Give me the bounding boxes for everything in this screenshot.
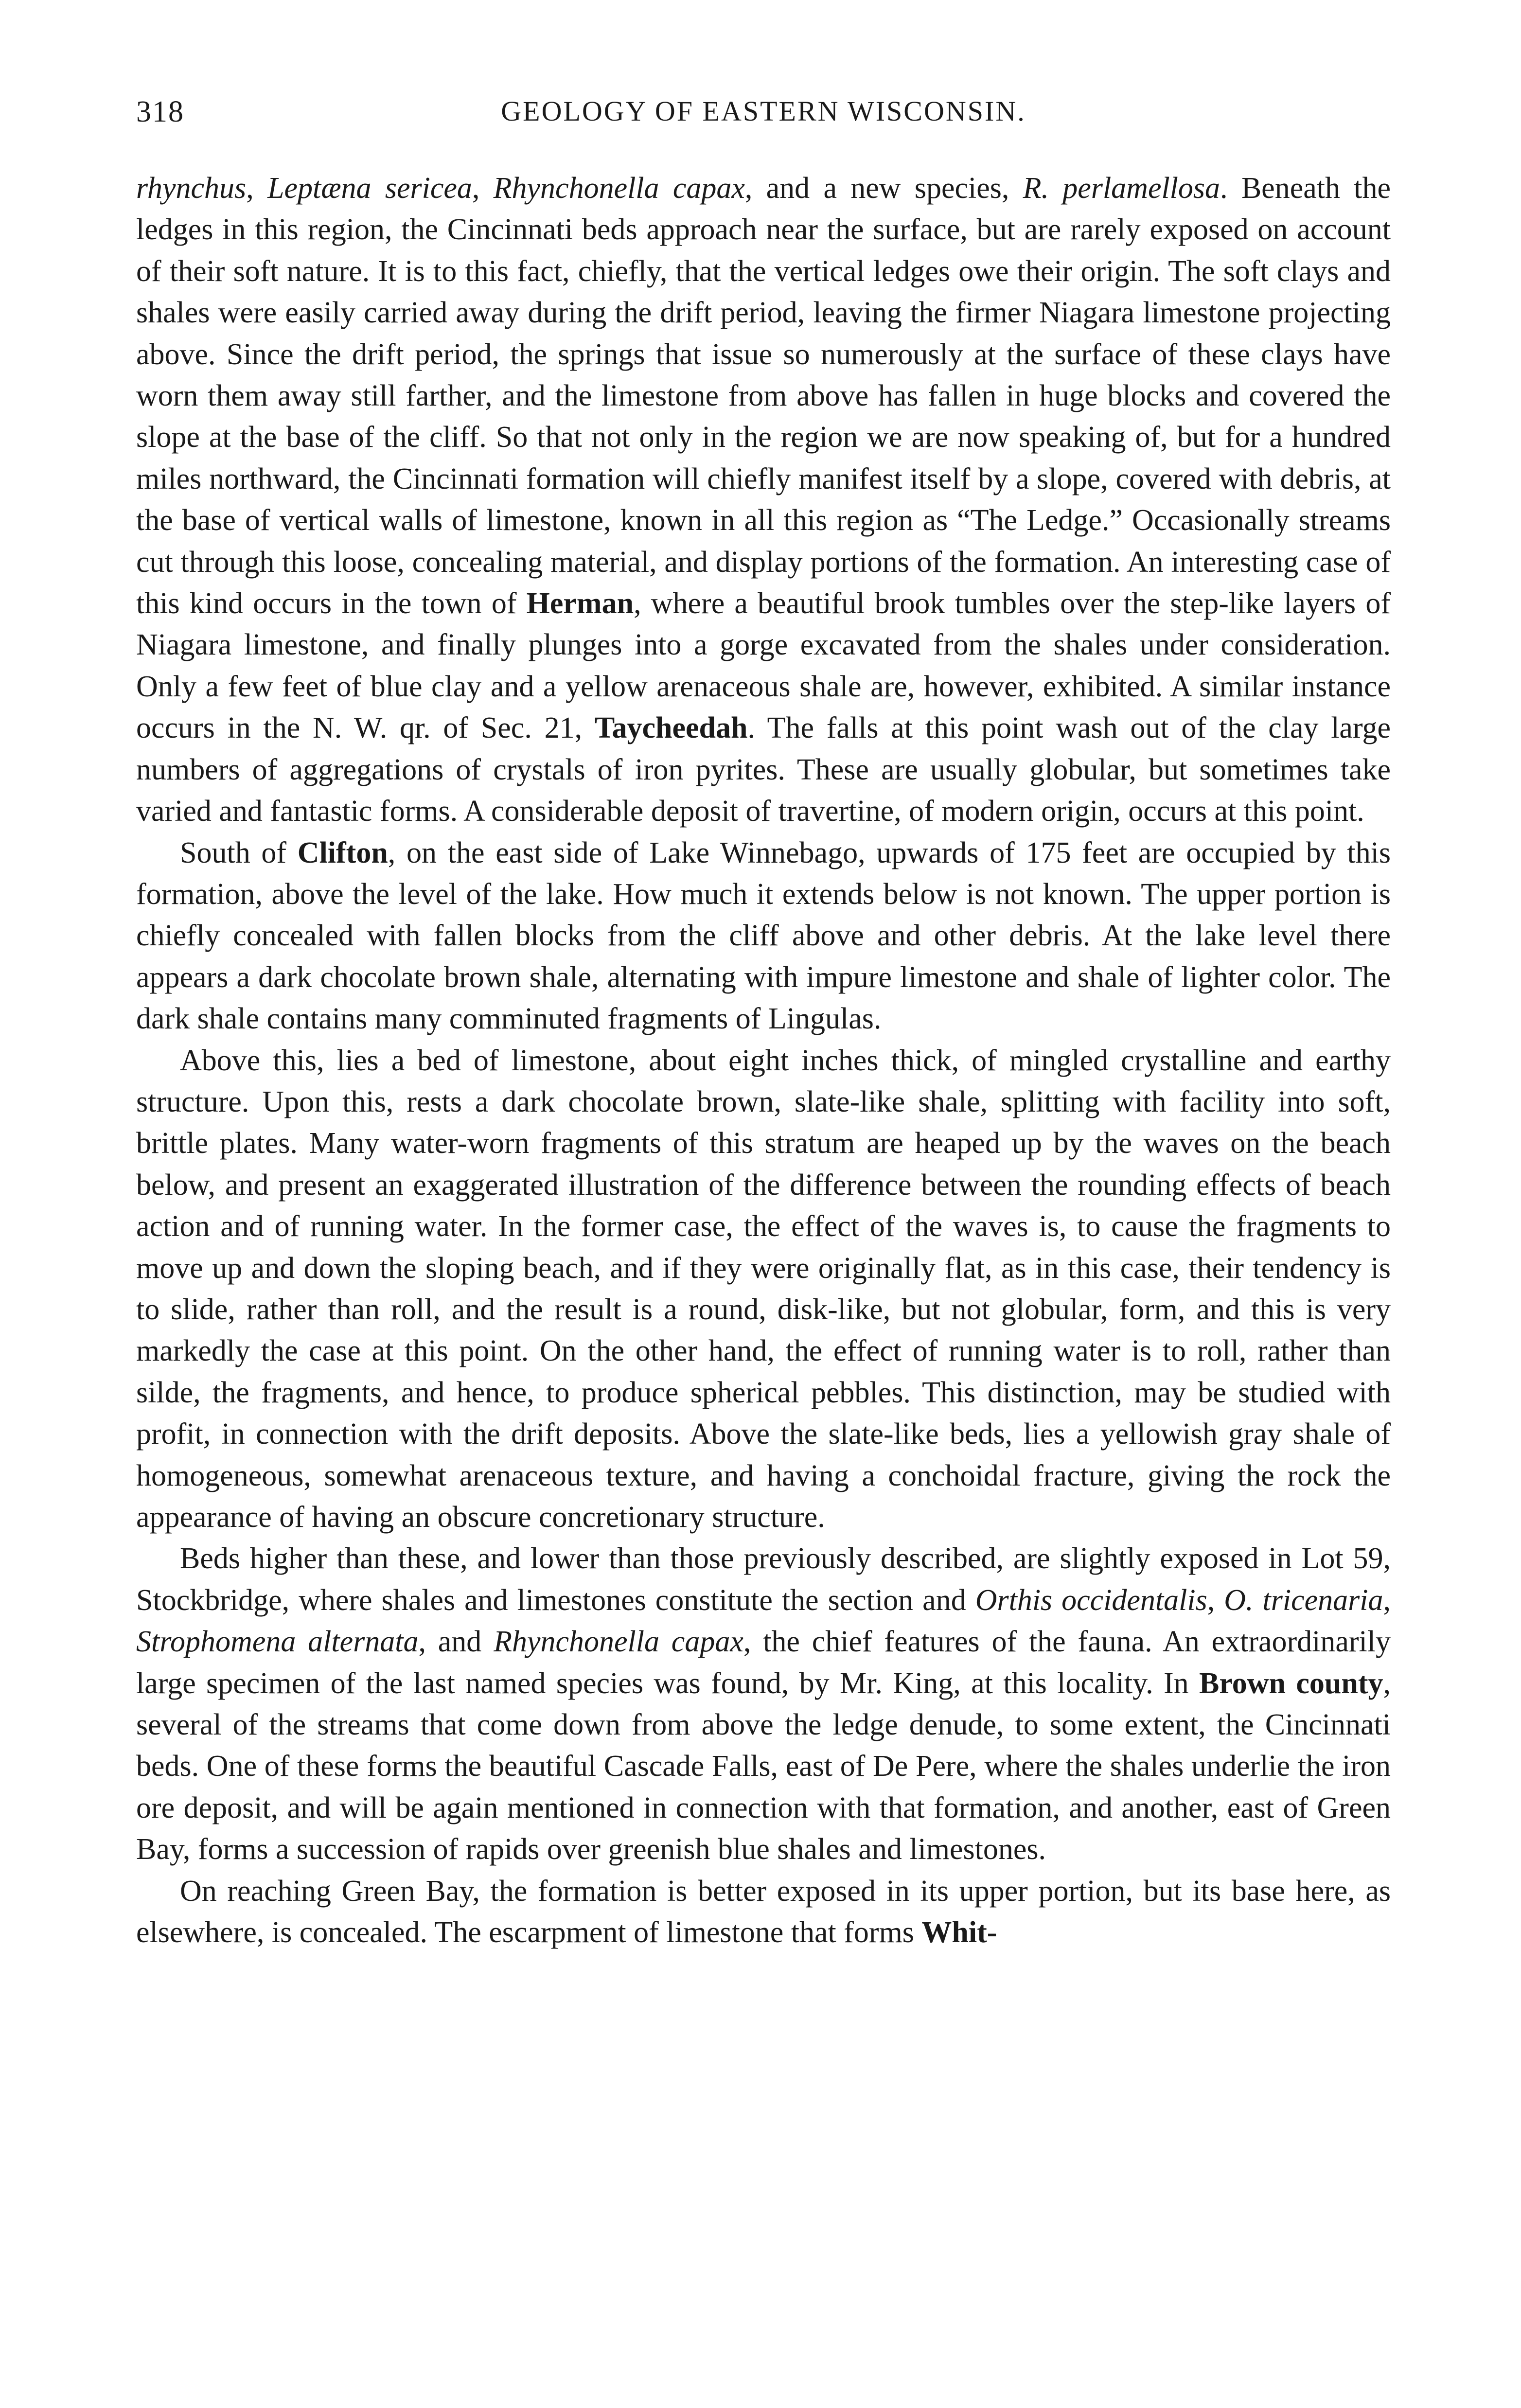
italic-run: Strophomena alternata <box>136 1625 419 1659</box>
text-run: On reaching Green Bay, the formation is better exposed in its upper portion, but its base here, as elsewhere, is concealed. The escarpment of limestone that forms <box>136 1874 1391 1949</box>
paragraph <box>136 1871 1391 1954</box>
text-run: , <box>472 172 494 205</box>
paragraph <box>136 1538 1391 1870</box>
text-run: , <box>246 172 267 205</box>
bold-run: Herman <box>526 587 634 620</box>
italic-run: Orthis occidentalis <box>975 1583 1207 1617</box>
text-run: Beds higher than these, and lower than those previously described, are slightly exposed in Lot 59, Stockbridge, where shales and limestones constitute the section and <box>136 1542 1391 1617</box>
text-run: South of <box>180 836 298 869</box>
text-run: , <box>1207 1583 1224 1617</box>
paragraph <box>136 1040 1391 1539</box>
text-run: . Beneath the ledges in this region, the Cincinnati beds approach near the surface, but are rarely exposed on account of their soft nature. It is to this fact, chiefly, that the vertical ledges owe their origin. The soft clays and shales were easily carried away during the drift period, leaving the firmer Niagara limestone projecting above. Since the drift period, the springs that issue so numerously at the surface of these clays have worn them away still farther, and the limestone from above has fallen in huge blocks and covered the slope at the base of the cliff. So that not only in the region we are now speaking of, but for a hundred miles northward, the Cincinnati formation will chiefly manifest itself by a slope, covered with debris, at the base of vertical walls of limestone, known in all this region as “The Ledge.” Occasionally streams cut through this loose, concealing material, and display portions of the formation. An interesting case of this kind occurs in the town of <box>136 172 1391 620</box>
bold-run: Taycheedah <box>594 711 748 745</box>
italic-run: Rhynchonella capax <box>494 1625 743 1659</box>
italic-run: R. perlamellosa <box>1023 172 1220 205</box>
text-run: , <box>1383 1583 1391 1617</box>
text-run: , on the east side of Lake Winnebago, upwards of 175 feet are occupied by this formation, above the level of the lake. How much it extends below is not known. The upper portion is chiefly concealed with fallen blocks from the cliff above and other debris. At the lake level there appears a dark chocolate brown shale, alternating with impure limestone and shale of lighter color. The dark shale contains many comminuted fragments of Lingulas. <box>136 836 1391 1036</box>
italic-run: rhynchus <box>136 172 247 205</box>
italic-run: O. tricenaria <box>1224 1583 1383 1617</box>
text-run: . The falls at this point wash out of the clay large numbers of aggregations of crystals of iron pyrites. These are usually globular, but sometimes take varied and fantastic forms. A considerable deposit of travertine, of modern origin, occurs at this point. <box>136 711 1391 828</box>
text-run: , where a beautiful brook tumbles over the step-like layers of Niagara limestone, and finally plunges into a gorge excavated from the shales under consideration. Only a few feet of blue clay and a yellow arenaceous shale are, however, exhibited. A similar instance occurs in the N. W. qr. of Sec. 21, <box>136 587 1391 745</box>
text-run: , and a new species, <box>744 172 1023 205</box>
bold-run: Brown county <box>1199 1666 1383 1700</box>
paragraph <box>136 832 1391 1040</box>
italic-run: Rhynchonella capax <box>493 172 745 205</box>
text-run: Above this, lies a bed of limestone, about eight inches thick, of mingled crystalline and earthy structure. Upon this, rests a dark chocolate brown, slate-like shale, splitting with facility into soft, brittle plates. Many water-worn fragments of this stratum are heaped up by the waves on the beach below, and present an exaggerated illustration of the difference between the rounding effects of beach action and of running water. In the former case, the effect of the waves is, to cause the fragments to move up and down the sloping beach, and if they were originally flat, as in this case, their tendency is to slide, rather than roll, and the result is a round, disk-like, but not globular, form, and this is very markedly the case at this point. On the other hand, the effect of running water is to roll, rather than silde, the fragments, and hence, to produce spherical pebbles. This distinction, may be studied with profit, in connection with the drift deposits. Above the slate-like beds, lies a yellowish gray shale of homogeneous, somewhat arenaceous texture, and having a conchoidal fracture, giving the rock the appearance of having an obscure concretionary structure. <box>136 1044 1391 1534</box>
bold-run: Whit- <box>921 1916 997 1949</box>
text-run: , several of the streams that come down from above the ledge denude, to some extent, the Cincinnati beds. One of these forms the beautiful Cascade Falls, east of De Pere, where the shales underlie the iron ore deposit, and will be again mentioned in connection with that formation, and another, east of Green Bay, forms a succession of rapids over greenish blue shales and limestones. <box>136 1666 1391 1866</box>
italic-run: Leptæna sericea <box>267 172 472 205</box>
bold-run: Clifton <box>297 836 388 869</box>
body-text <box>136 168 1391 1953</box>
page-number: 318 <box>136 95 184 128</box>
paragraph <box>136 168 1391 832</box>
page-header <box>136 95 1391 134</box>
text-run: , the chief features of the fauna. An extraordinarily large specimen of the last named species was found, by Mr. King, at this locality. In <box>136 1625 1391 1700</box>
running-title: GEOLOGY OF EASTERN WISCONSIN. <box>501 95 1026 127</box>
text-run: , and <box>418 1625 494 1659</box>
